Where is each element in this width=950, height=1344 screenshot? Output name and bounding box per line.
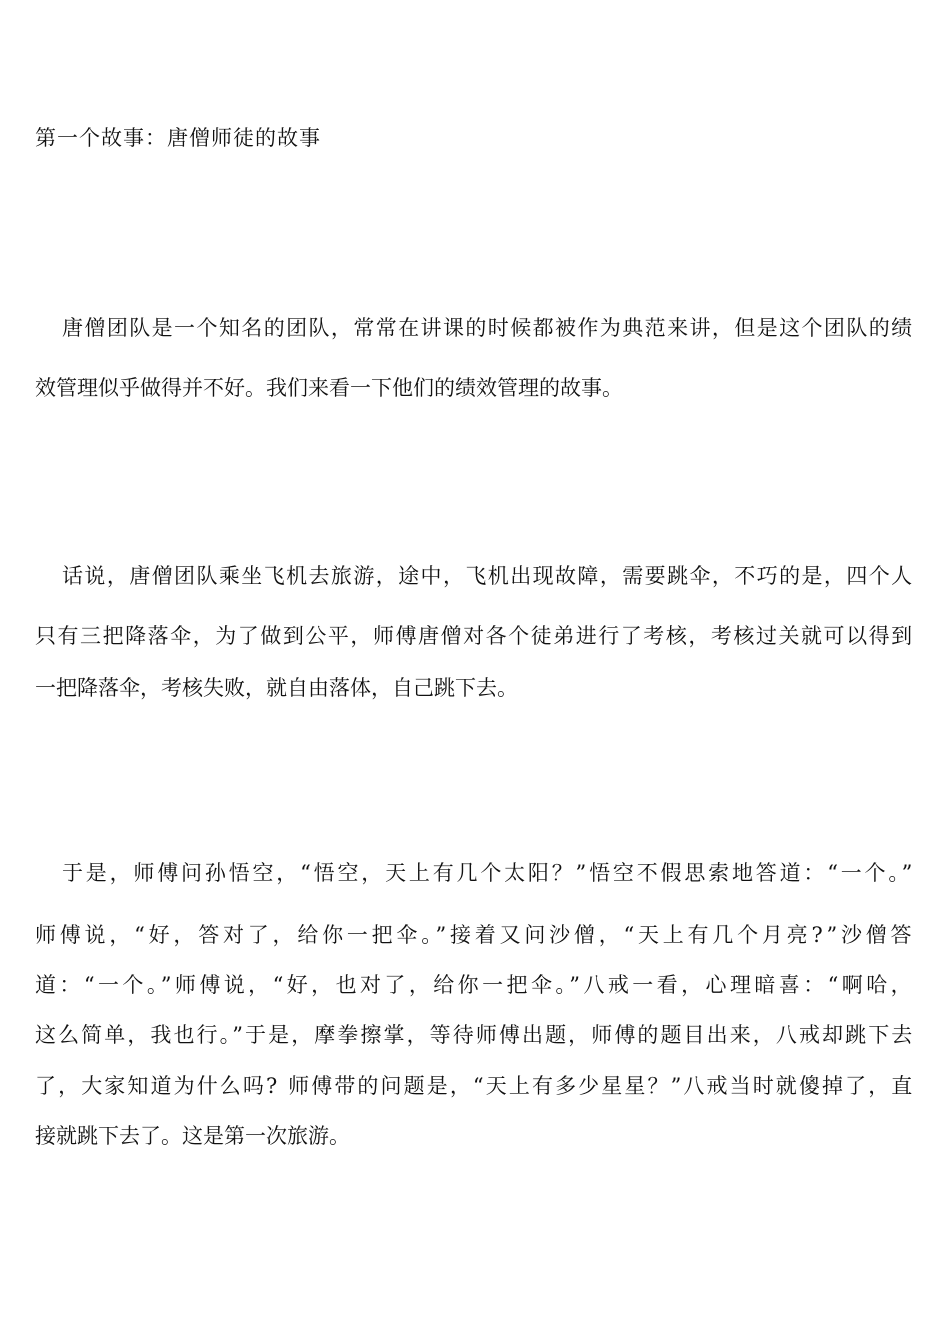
paragraph-2-line-2: 只有三把降落伞，为了做到公平，师傅唐僧对各个徒弟进行了考核，考核过关就可以得到 xyxy=(35,624,914,648)
paragraph-3-line-6: 接就跳下去了。这是第一次旅游。 xyxy=(35,1124,350,1148)
paragraph-3-line-1: 于是，师傅问孙悟空，“悟空，天上有几个太阳？”悟空不假思索地答道：“一个。” xyxy=(62,861,916,885)
paragraph-1-line-2: 效管理似乎做得并不好。我们来看一下他们的绩效管理的故事。 xyxy=(35,376,623,400)
paragraph-3-line-4: 这么简单，我也行。”于是，摩拳擦掌，等待师傅出题，师傅的题目出来，八戒却跳下去 xyxy=(35,1023,915,1047)
paragraph-1-line-1: 唐僧团队是一个知名的团队，常常在讲课的时候都被作为典范来讲，但是这个团队的绩 xyxy=(62,316,914,340)
paragraph-2-line-1: 话说，唐僧团队乘坐飞机去旅游，途中，飞机出现故障，需要跳伞，不巧的是，四个人 xyxy=(62,564,914,588)
paragraph-3-line-2: 师傅说，“好，答对了，给你一把伞。”接着又问沙僧，“天上有几个月亮?”沙僧答 xyxy=(35,923,916,947)
document-title: 第一个故事：唐僧师徒的故事 xyxy=(35,126,321,150)
paragraph-3-line-3: 道：“一个。”师傅说，“好，也对了，给你一把伞。”八戒一看，心理暗喜：“啊哈， xyxy=(35,973,916,997)
paragraph-3-line-5: 了，大家知道为什么吗? 师傅带的问题是，“天上有多少星星？”八戒当时就傻掉了，直 xyxy=(35,1074,915,1098)
paragraph-2-line-3: 一把降落伞，考核失败，就自由落体，自己跳下去。 xyxy=(35,676,518,700)
